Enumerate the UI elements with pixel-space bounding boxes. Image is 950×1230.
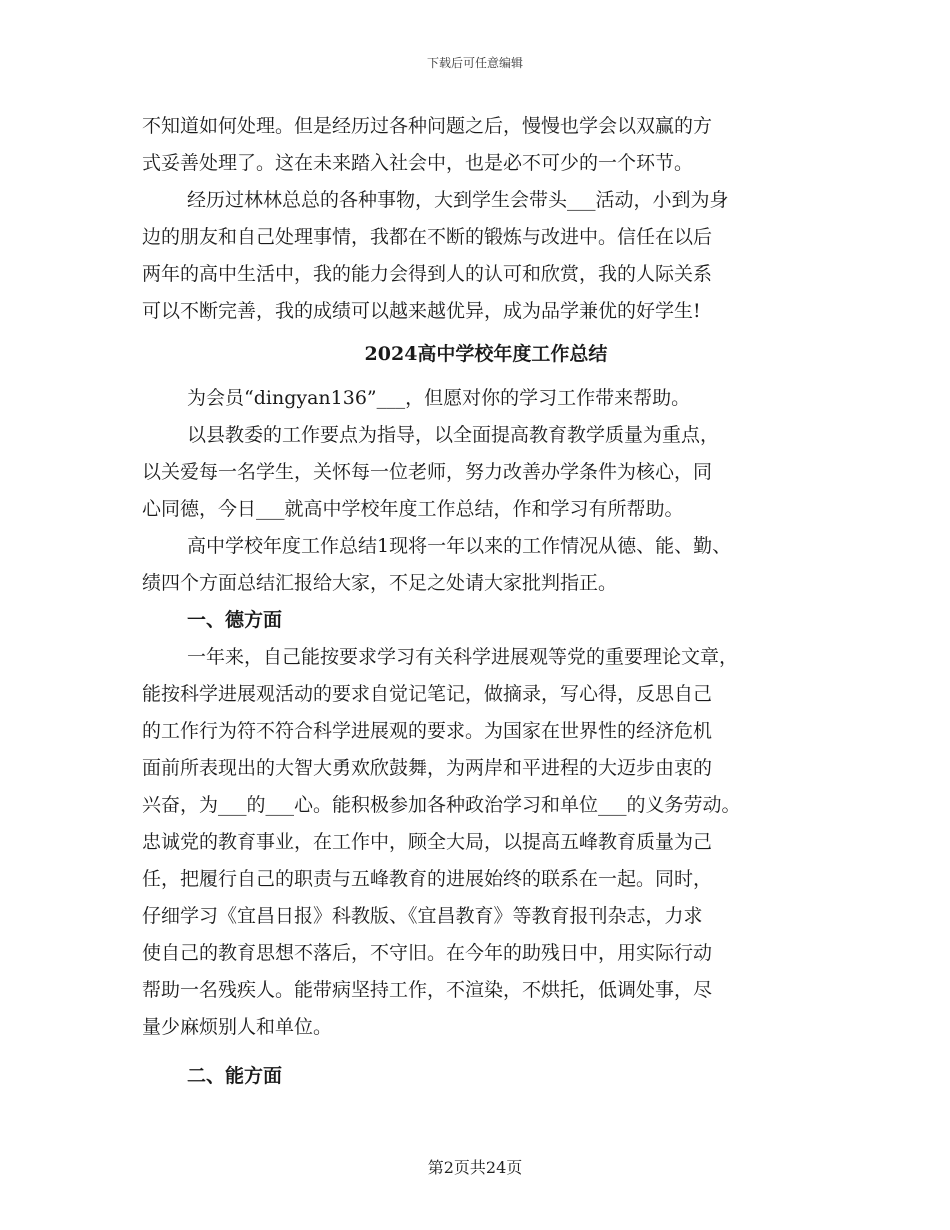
text-line: 面前所表现出的大智大勇欢欣鼓舞，为两岸和平进程的大迈步由衷的 xyxy=(142,757,713,779)
paragraph-3 xyxy=(142,380,830,417)
text-line: 任，把履行自己的职责与五峰教育的进展始终的联系在一起。同时， xyxy=(142,868,713,890)
page-number: 第2页共24页 xyxy=(427,1158,523,1177)
text-line: 能按科学进展观活动的要求自觉记笔记，做摘录，写心得，反思自己 xyxy=(142,683,713,705)
paragraph-2 xyxy=(142,182,830,330)
paragraph-6 xyxy=(142,639,830,1046)
text-line: 以关爱每一名学生，关怀每一位老师，努力改善办学条件为核心，同 xyxy=(142,461,713,483)
paragraph-4 xyxy=(142,417,830,528)
text-line: 心同德，今日___就高中学校年度工作总结，作和学习有所帮助。 xyxy=(142,498,684,520)
text-line: 高中学校年度工作总结1现将一年以来的工作情况从德、能、勤、 xyxy=(187,535,732,557)
text-line: 式妥善处理了。这在未来踏入社会中，也是必不可少的一个环节。 xyxy=(142,152,694,174)
heading-neng: 二、能方面 xyxy=(187,1065,283,1087)
paragraph-5 xyxy=(142,528,830,602)
text-line: 仔细学习《宜昌日报》科教版、《宜昌教育》等教育报刊杂志，力求 xyxy=(142,905,703,927)
text-line: 忠诚党的教育事业，在工作中，顾全大局，以提高五峰教育质量为己 xyxy=(142,831,713,853)
text-line: 的工作行为符不符合科学进展观的要求。为国家在世界性的经济危机 xyxy=(142,720,713,742)
text-line: 兴奋，为___的___心。能积极参加各种政治学习和单位___的义务劳动。 xyxy=(142,794,741,816)
text-line: 量少麻烦别人和单位。 xyxy=(142,1016,333,1038)
text-line: 不知道如何处理。但是经历过各种问题之后，慢慢也学会以双赢的方 xyxy=(142,115,713,137)
text-line: 帮助一名残疾人。能带病坚持工作，不渲染，不烘托，低调处事，尽 xyxy=(142,979,713,1001)
text-line: 经历过林林总总的各种事物，大到学生会带头___活动，小到为身 xyxy=(187,189,729,211)
heading-de: 一、德方面 xyxy=(187,609,283,631)
text-line: 以县教委的工作要点为指导，以全面提高教育教学质量为重点， xyxy=(187,424,720,446)
document-body xyxy=(142,108,830,1095)
text-line: 绩四个方面总结汇报给大家，不足之处请大家批判指正。 xyxy=(142,572,618,594)
text-line: 边的朋友和自己处理事情，我都在不断的锻炼与改进中。信任在以后 xyxy=(142,226,713,248)
text-line: 两年的高中生活中，我的能力会得到人的认可和欣赏，我的人际关系 xyxy=(142,263,713,285)
page-header-note: 下载后可任意编辑 xyxy=(426,56,523,70)
text-line: 可以不断完善，我的成绩可以越来越优异，成为品学兼优的好学生! xyxy=(142,300,701,322)
text-line: 使自己的教育思想不落后，不守旧。在今年的助残日中，用实际行动 xyxy=(142,942,713,964)
text-line: 一年来，自己能按要求学习有关科学进展观等党的重要理论文章， xyxy=(187,646,739,668)
paragraph-1 xyxy=(142,108,830,182)
text-line: 为会员“dingyan136”___，但愿对你的学习工作带来帮助。 xyxy=(187,387,691,409)
section-title: 2024高中学校年度工作总结 xyxy=(364,343,608,365)
